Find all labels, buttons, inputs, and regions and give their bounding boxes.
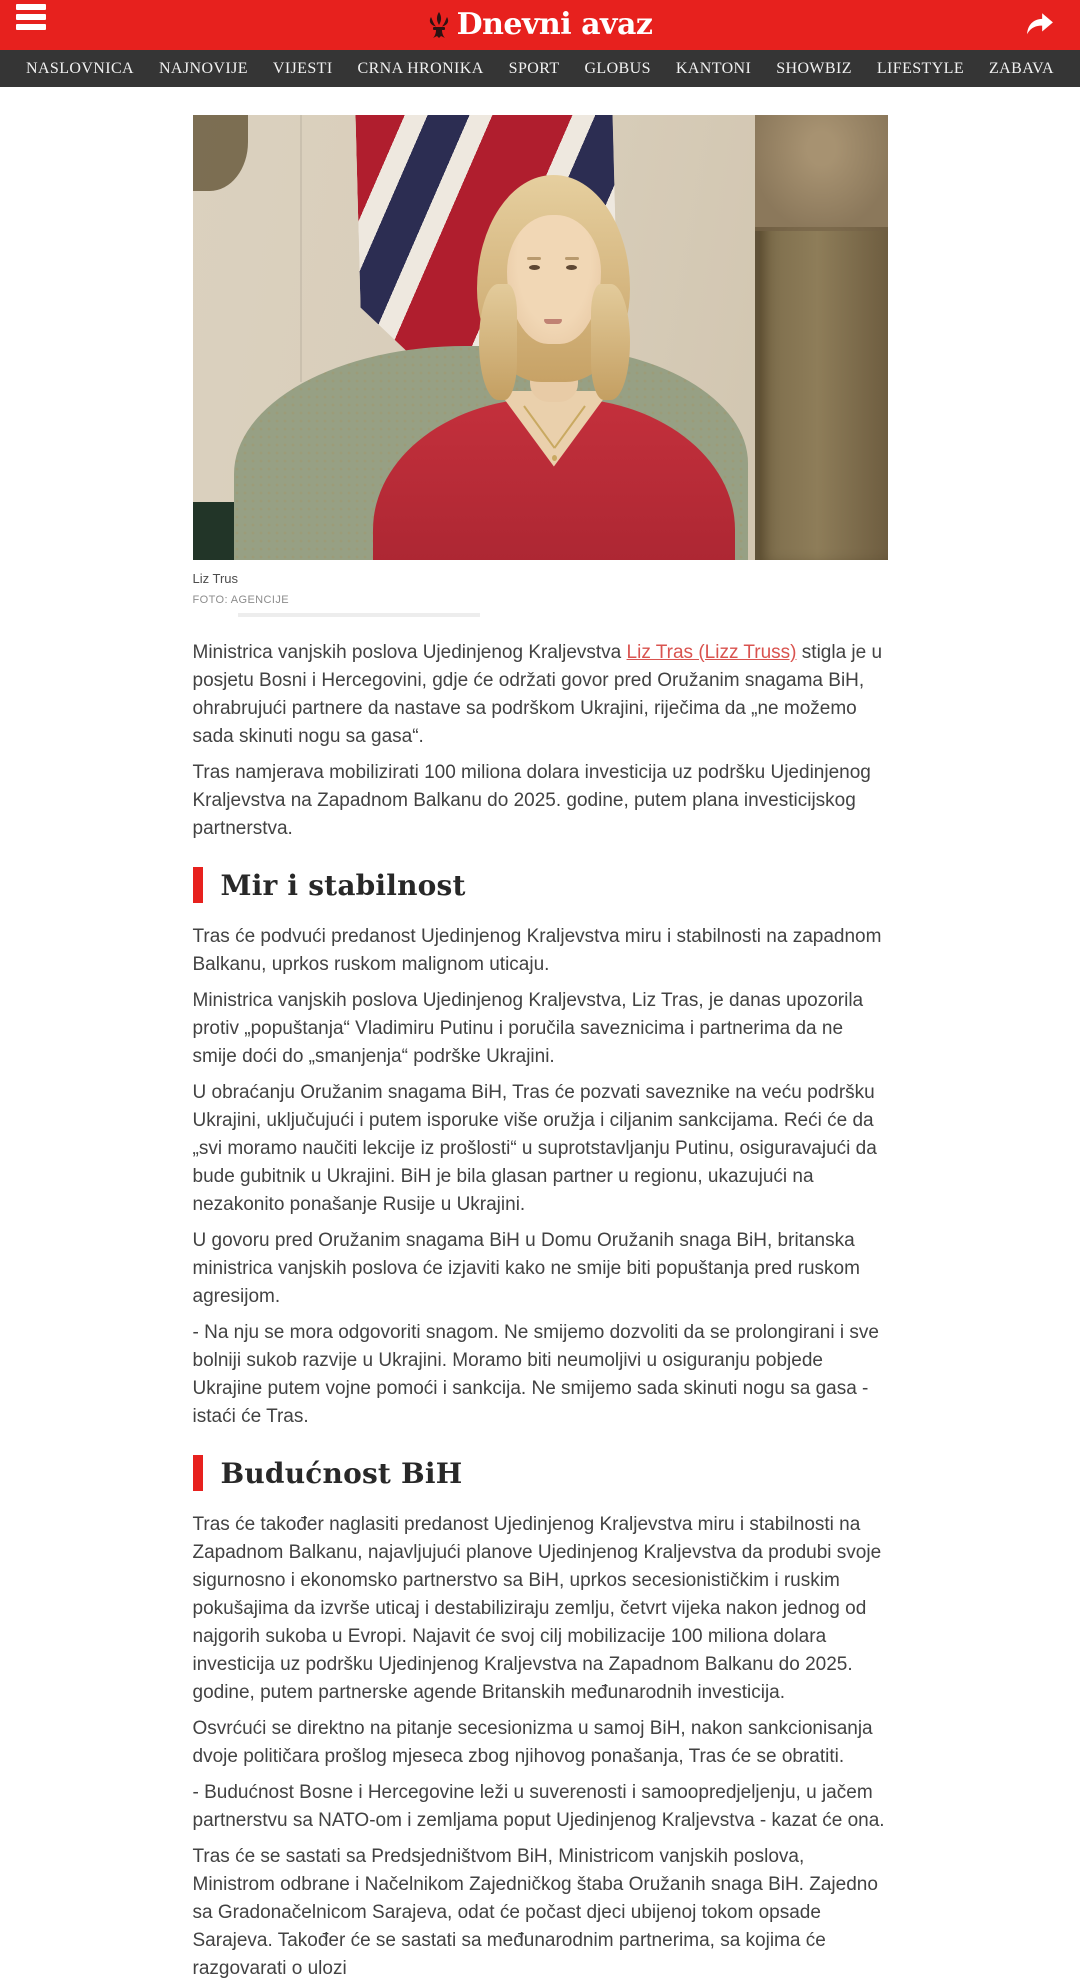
share-arrow-icon[interactable] bbox=[1026, 12, 1054, 36]
nav-item-zabava[interactable]: ZABAVA bbox=[989, 59, 1054, 77]
divider bbox=[238, 613, 480, 617]
paragraph: Tras će se sastati sa Predsjedništvom BiH, Ministricom vanjskih poslova, Ministrom odbrane i Načelnikom Zajedničkog štaba Oružanih snaga BiH. Zajedno sa Gradonačelnicom Sarajeva, odat će počast djeci ubijenoj tokom opsade Sarajeva. Također će se sastati sa međunarodnim partnerima, sa kojima će razgovarati o ulozi bbox=[192, 1846, 878, 1979]
photo-credit: FOTO: AGENCIJE bbox=[192, 594, 289, 606]
site-logo-text: Dnevni avaz bbox=[456, 7, 653, 42]
person-hair-strand bbox=[479, 284, 517, 400]
section-heading-mir-i-stabilnost bbox=[193, 855, 888, 903]
heading-accent-bar bbox=[193, 1455, 203, 1491]
liz-truss-link[interactable]: Liz Tras (Lizz Truss) bbox=[626, 642, 797, 663]
paragraph: Tras će također naglasiti predanost Ujedinjenog Kraljevstva miru i stabilnosti na Zapadnom Balkanu, najavljujući planove Ujedinjenog Kraljevstva da produbi svoje sigurnosno i ekonomsko partnerstvo sa BiH, uprkos secesionističkim i ruskim pokušajima da izvrše uticaj i destabiliziraju zemlju, četvrt vijeka nakon jednog od najgorih sukoba u Evropi. Najavit će svoj cilj mobilizacije 100 miliona dolara investicija uz podršku Ujedinjenog Kraljevstva na Zapadnom Balkanu do 2025. godine, putem partnerske agende Britanskih međunarodnih investicija. bbox=[192, 1514, 882, 1703]
paragraph: Tras namjerava mobilizirati 100 miliona dolara investicija uz podršku Ujedinjenog Kraljevstva na Zapadnom Balkanu do 2025. godine, putem plana investicijskog partnerstva. bbox=[192, 762, 871, 839]
nav-item-vijesti[interactable]: VIJESTI bbox=[272, 59, 333, 77]
section-title: Mir i stabilnost bbox=[220, 868, 466, 902]
person-hair-strand bbox=[591, 284, 629, 400]
heading-accent-bar bbox=[193, 867, 203, 903]
nav-item-showbiz[interactable]: SHOWBIZ bbox=[776, 59, 852, 77]
nav-item-crna-hronika[interactable]: CRNA HRONIKA bbox=[357, 59, 484, 77]
wall-ornament bbox=[193, 115, 249, 191]
wall-panel-line bbox=[300, 115, 302, 382]
section-heading-buducnost-bih bbox=[193, 1443, 888, 1491]
site-header bbox=[0, 0, 1080, 50]
person-face bbox=[507, 215, 601, 344]
paragraph: Osvrćući se direktno na pitanje secesionizma u samoj BiH, nakon sankcionisanja dvoje političara prošlog mjeseca zbog njihovog ponašanja, Tras će se obratiti. bbox=[192, 1718, 873, 1767]
hamburger-menu-icon[interactable] bbox=[16, 4, 48, 32]
article bbox=[193, 115, 888, 1983]
pillar-capital bbox=[755, 115, 887, 231]
main-nav bbox=[0, 50, 1080, 87]
lead-text-after: stigla je u posjetu Bosni i Hercegovini, gdje će održati govor pred Oružanim snagama BiH, ohrabrujući partnere da nastave sa podrškom Ukrajini, riječima da „ne možemo sada skinuti nogu sa gasa“. bbox=[192, 642, 883, 747]
person-eyebrow bbox=[527, 257, 541, 260]
paragraph: Ministrica vanjskih poslova Ujedinjenog Kraljevstva, Liz Tras, je danas upozorila protiv „popuštanja“ Vladimiru Putinu i poručila saveznicima i partnerima da ne smije doći do „smanjenja“ podrške Ukrajini. bbox=[192, 990, 864, 1067]
nav-item-sport[interactable]: SPORT bbox=[508, 59, 560, 77]
paragraph: U obraćanju Oružanim snagama BiH, Tras će pozvati saveznike na veću podršku Ukrajini, uključujući i putem isporuke više oružja i ciljanim sankcijama. Reći će da „svi moramo naučiti lekcije iz prošlosti“ u suprotstavljanju Putinu, osiguravajući da bude gubitnik u Ukrajini. BiH je bila glasan partner u regionu, ukazujući na nezakonito ponašanje Rusije u Ukrajini. bbox=[192, 1082, 877, 1215]
nav-item-kantoni[interactable]: KANTONI bbox=[675, 59, 752, 77]
nav-item-naslovnica[interactable]: NASLOVNICA bbox=[26, 59, 134, 77]
nav-item-najnovije[interactable]: NAJNOVIJE bbox=[158, 59, 248, 77]
section-title: Budućnost BiH bbox=[220, 1456, 463, 1490]
paragraph: Tras će podvući predanost Ujedinjenog Kraljevstva miru i stabilnosti na zapadnom Balkanu, uprkos ruskom malignom uticaju. bbox=[192, 926, 882, 975]
article-photo bbox=[193, 115, 888, 560]
nav-item-globus[interactable]: GLOBUS bbox=[584, 59, 651, 77]
lead-paragraph bbox=[193, 639, 888, 751]
lead-text-before: Ministrica vanjskih poslova Ujedinjenog Kraljevstva bbox=[192, 642, 627, 663]
person-eyebrow bbox=[565, 257, 579, 260]
paragraph: - Na nju se mora odgovoriti snagom. Ne smijemo dozvoliti da se prolongirani i sve bolniji sukob razvije u Ukrajini. Moramo biti neumoljivi u osiguranju pobjede Ukrajine putem vojne pomoći i sankcija. Ne smijemo sada skinuti nogu sa gasa - istaći će Tras. bbox=[192, 1322, 879, 1427]
photo-caption: Liz Trus bbox=[192, 571, 239, 586]
paragraph: U govoru pred Oružanim snagama BiH u Domu Oružanih snaga BiH, britanska ministrica vanjskih poslova će izjaviti kako ne smije biti popuštanja pred ruskom agresijom. bbox=[192, 1230, 860, 1307]
fleur-de-lis-icon bbox=[428, 12, 450, 38]
site-logo[interactable] bbox=[428, 7, 653, 42]
paragraph: - Budućnost Bosne i Hercegovine leži u suverenosti i samoopredjeljenju, u jačem partnerstvu sa NATO-om i zemljama poput Ujedinjenog Kraljevstva - kazat će ona. bbox=[192, 1782, 885, 1831]
person-mouth bbox=[544, 319, 562, 324]
nav-item-lifestyle[interactable]: LIFESTYLE bbox=[876, 59, 965, 77]
